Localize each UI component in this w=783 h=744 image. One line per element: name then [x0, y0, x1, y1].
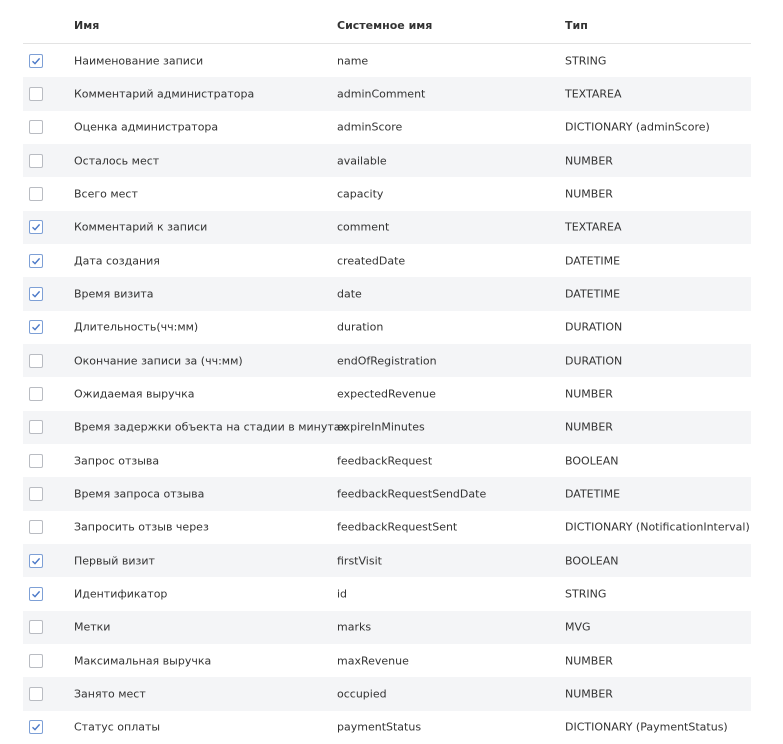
table-row[interactable]: [23, 77, 751, 110]
row-name: Время задержки объекта на стадии в минутах: [74, 420, 348, 434]
row-checkbox[interactable]: [29, 687, 43, 701]
row-type: DICTIONARY (NotificationInterval): [565, 520, 750, 534]
column-header-system-name[interactable]: Системное имя: [337, 19, 433, 32]
table-row[interactable]: [23, 344, 751, 377]
table-body: [23, 44, 751, 744]
table-row[interactable]: [23, 277, 751, 310]
row-name: Осталось мест: [74, 154, 160, 168]
row-system-name: firstVisit: [337, 554, 382, 568]
row-name: Метки: [74, 620, 111, 634]
check-icon: [31, 289, 41, 299]
row-type: DICTIONARY (PaymentStatus): [565, 720, 728, 734]
row-name: Идентификатор: [74, 587, 168, 601]
row-name: Всего мест: [74, 187, 138, 201]
row-type: NUMBER: [565, 687, 613, 701]
row-checkbox[interactable]: [29, 220, 43, 234]
row-system-name: feedbackRequest: [337, 454, 433, 468]
row-system-name: expireInMinutes: [337, 420, 425, 434]
row-system-name: paymentStatus: [337, 720, 422, 734]
check-icon: [31, 256, 41, 266]
row-type: DATETIME: [565, 287, 621, 301]
row-name: Время визита: [74, 287, 154, 301]
row-name: Комментарий администратора: [74, 87, 255, 101]
row-system-name: capacity: [337, 187, 384, 201]
row-type: STRING: [565, 54, 607, 68]
row-type: TEXTAREA: [565, 87, 622, 101]
row-system-name: id: [337, 587, 348, 601]
row-system-name: expectedRevenue: [337, 387, 436, 401]
table-row[interactable]: [23, 111, 751, 144]
table-row[interactable]: [23, 477, 751, 510]
check-icon: [31, 722, 41, 732]
row-checkbox[interactable]: [29, 120, 43, 134]
row-name: Запросить отзыв через: [74, 520, 209, 534]
check-icon: [31, 322, 41, 332]
table-row[interactable]: [23, 44, 751, 77]
row-type: BOOLEAN: [565, 554, 619, 568]
table-row[interactable]: [23, 177, 751, 210]
check-icon: [31, 589, 41, 599]
table-row[interactable]: [23, 244, 751, 277]
row-checkbox[interactable]: [29, 287, 43, 301]
row-system-name: duration: [337, 320, 384, 334]
row-system-name: feedbackRequestSent: [337, 520, 458, 534]
row-name: Длительность(чч:мм): [74, 320, 199, 334]
row-name: Окончание записи за (чч:мм): [74, 354, 243, 368]
row-system-name: adminScore: [337, 120, 403, 134]
row-checkbox[interactable]: [29, 154, 43, 168]
row-type: NUMBER: [565, 187, 613, 201]
row-name: Время запроса отзыва: [74, 487, 205, 501]
row-checkbox[interactable]: [29, 87, 43, 101]
row-checkbox[interactable]: [29, 654, 43, 668]
row-name: Первый визит: [74, 554, 155, 568]
row-name: Статус оплаты: [74, 720, 161, 734]
row-system-name: maxRevenue: [337, 654, 409, 668]
row-type: NUMBER: [565, 154, 613, 168]
row-checkbox[interactable]: [29, 487, 43, 501]
table-row[interactable]: [23, 211, 751, 244]
row-type: NUMBER: [565, 420, 613, 434]
row-checkbox[interactable]: [29, 620, 43, 634]
check-icon: [31, 222, 41, 232]
row-checkbox[interactable]: [29, 420, 43, 434]
row-checkbox[interactable]: [29, 187, 43, 201]
row-name: Наименование записи: [74, 54, 204, 68]
row-checkbox[interactable]: [29, 587, 43, 601]
table-row[interactable]: [23, 611, 751, 644]
row-type: NUMBER: [565, 654, 613, 668]
row-checkbox[interactable]: [29, 320, 43, 334]
row-name: Комментарий к записи: [74, 220, 208, 234]
row-type: NUMBER: [565, 387, 613, 401]
row-name: Максимальная выручка: [74, 654, 212, 668]
column-header-type[interactable]: Тип: [565, 19, 588, 32]
row-system-name: createdDate: [337, 254, 406, 268]
table-row[interactable]: [23, 711, 751, 744]
row-checkbox[interactable]: [29, 554, 43, 568]
row-type: STRING: [565, 587, 607, 601]
row-checkbox[interactable]: [29, 520, 43, 534]
row-type: TEXTAREA: [565, 220, 622, 234]
row-checkbox[interactable]: [29, 354, 43, 368]
row-system-name: adminComment: [337, 87, 426, 101]
table-row[interactable]: [23, 511, 751, 544]
row-system-name: available: [337, 154, 387, 168]
check-icon: [31, 556, 41, 566]
table-row[interactable]: [23, 144, 751, 177]
table-row[interactable]: [23, 411, 751, 444]
row-system-name: marks: [337, 620, 372, 634]
row-checkbox[interactable]: [29, 54, 43, 68]
table-row[interactable]: [23, 444, 751, 477]
row-checkbox[interactable]: [29, 720, 43, 734]
row-type: MVG: [565, 620, 591, 634]
row-type: DATETIME: [565, 487, 621, 501]
table-row[interactable]: [23, 677, 751, 710]
row-system-name: comment: [337, 220, 390, 234]
row-type: DURATION: [565, 354, 623, 368]
row-system-name: occupied: [337, 687, 387, 701]
row-type: BOOLEAN: [565, 454, 619, 468]
table-row[interactable]: [23, 544, 751, 577]
row-system-name: name: [337, 54, 369, 68]
row-type: DICTIONARY (adminScore): [565, 120, 710, 134]
row-name: Запрос отзыва: [74, 454, 160, 468]
check-icon: [31, 56, 41, 66]
row-type: DURATION: [565, 320, 623, 334]
row-system-name: feedbackRequestSendDate: [337, 487, 487, 501]
table-row[interactable]: [23, 577, 751, 610]
row-checkbox[interactable]: [29, 454, 43, 468]
table-header: [23, 0, 751, 44]
row-name: Ожидаемая выручка: [74, 387, 195, 401]
fields-table: [23, 0, 751, 744]
row-name: Дата создания: [74, 254, 160, 268]
table-row[interactable]: [23, 377, 751, 410]
row-type: DATETIME: [565, 254, 621, 268]
table-row[interactable]: [23, 644, 751, 677]
row-system-name: endOfRegistration: [337, 354, 437, 368]
row-name: Оценка администратора: [74, 120, 219, 134]
row-system-name: date: [337, 287, 362, 301]
column-header-name[interactable]: Имя: [74, 19, 100, 32]
table-row[interactable]: [23, 311, 751, 344]
row-checkbox[interactable]: [29, 254, 43, 268]
row-checkbox[interactable]: [29, 387, 43, 401]
row-name: Занято мест: [74, 687, 146, 701]
